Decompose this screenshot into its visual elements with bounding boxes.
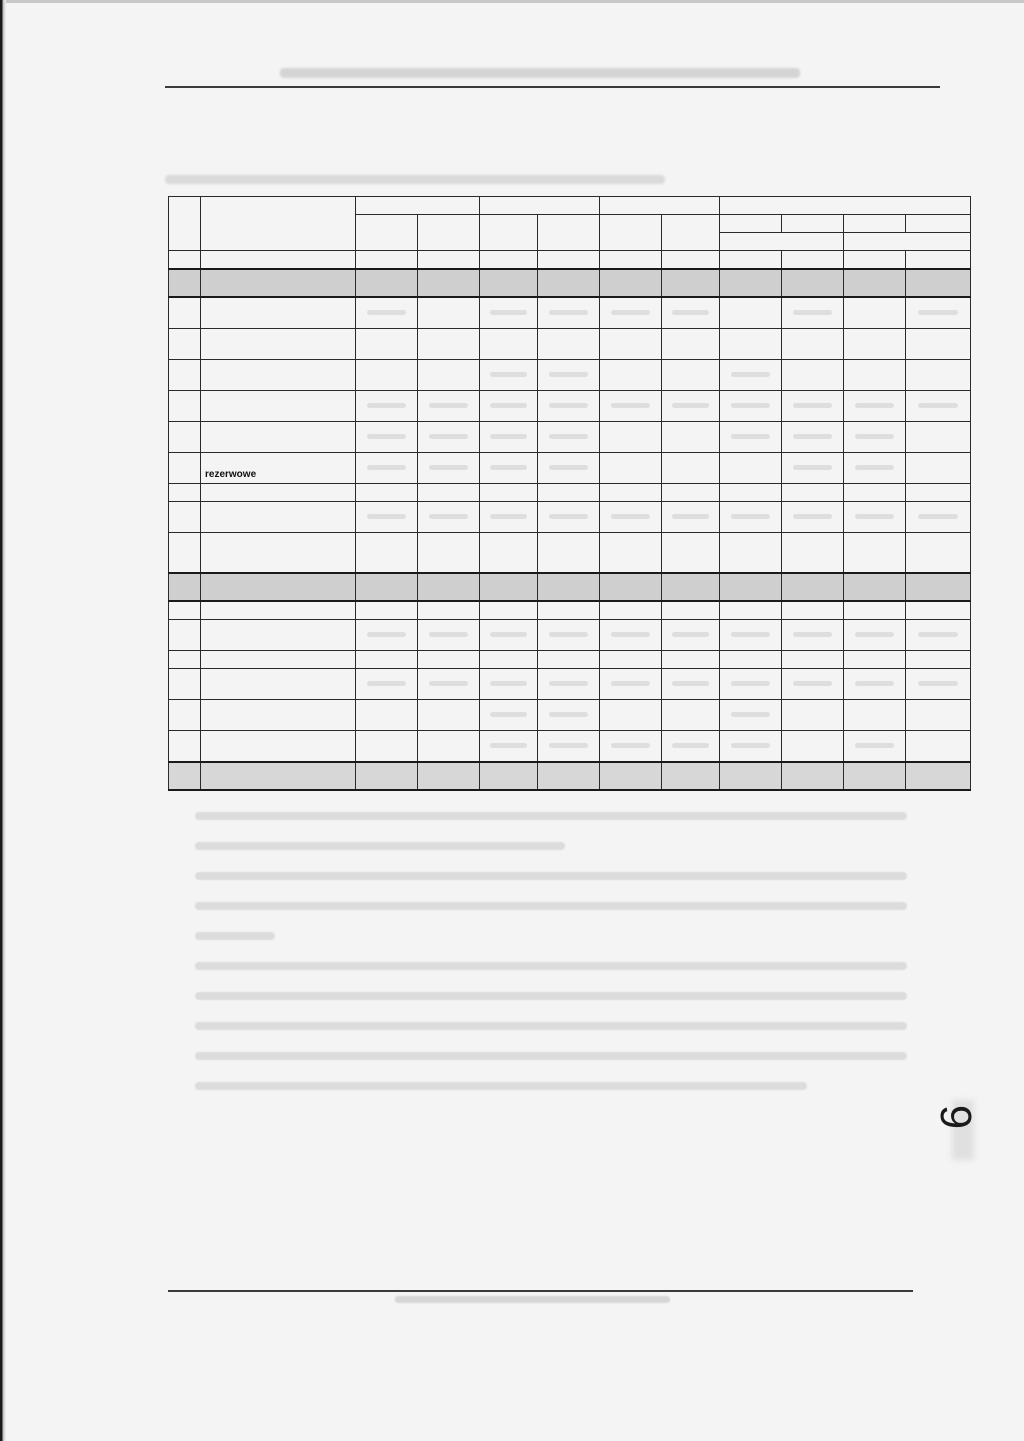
- page-header-text: [280, 68, 800, 78]
- table-row: [169, 650, 971, 668]
- table-row: [169, 730, 971, 762]
- total-row: [169, 762, 971, 790]
- footer-rule: [168, 1290, 913, 1292]
- table-row: [169, 601, 971, 620]
- table-row: [169, 533, 971, 573]
- table-row: [169, 329, 971, 360]
- header-row-1: [169, 197, 971, 215]
- table-row: [169, 668, 971, 699]
- column-number-row: [169, 251, 971, 270]
- scan-edge: [0, 0, 6, 1441]
- section-row-2: [169, 573, 971, 601]
- table-row: [169, 297, 971, 329]
- section-row-1: [169, 269, 971, 297]
- table-row: [169, 360, 971, 391]
- table-row: [169, 502, 971, 533]
- body-paragraphs: [195, 812, 910, 1112]
- table-row-rezerwowe: [169, 453, 971, 484]
- table-row: [169, 484, 971, 502]
- data-table: [168, 196, 970, 790]
- header-rule: [165, 86, 940, 88]
- row-label-rezerwowe: rezerwowe: [205, 469, 257, 480]
- footer-text: [395, 1296, 670, 1303]
- scan-top-edge: [6, 0, 1024, 3]
- table-caption: [165, 175, 665, 184]
- page-number: 9: [931, 1104, 980, 1130]
- table-row: [169, 699, 971, 730]
- table-grid: [168, 196, 971, 791]
- table-row: [169, 391, 971, 422]
- table-row: [169, 619, 971, 650]
- table-row: [169, 422, 971, 453]
